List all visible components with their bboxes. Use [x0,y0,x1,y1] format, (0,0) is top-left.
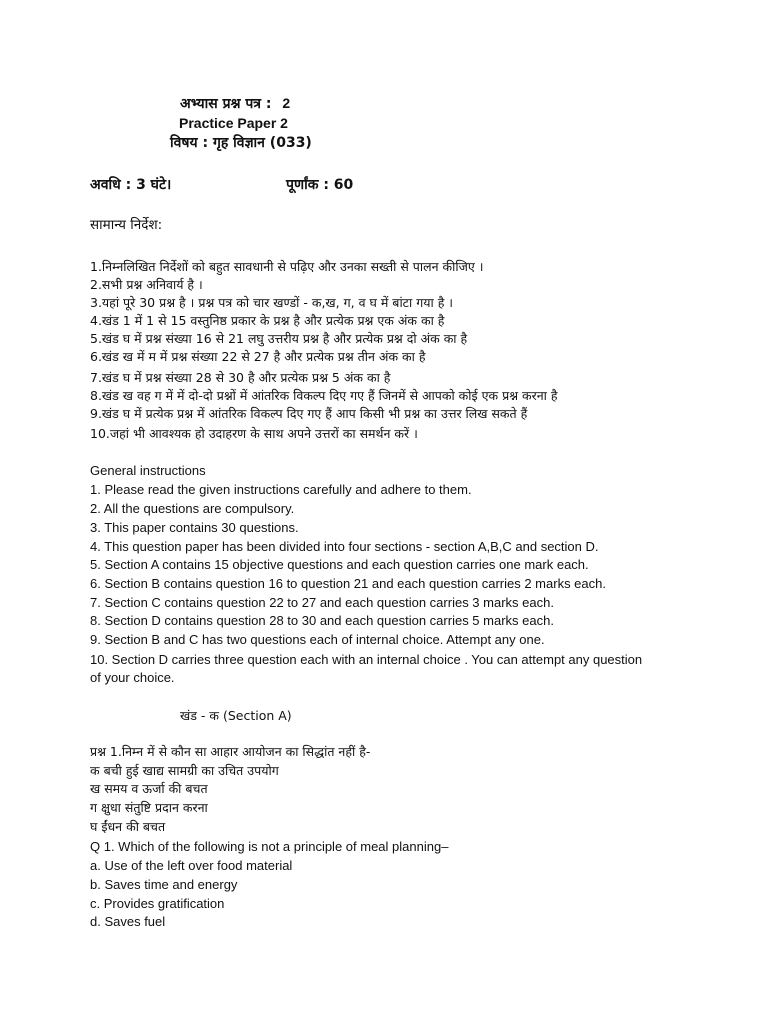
question-1-english-option: a. Use of the left over food material [90,858,293,873]
english-instruction-item: 8. Section D contains question 28 to 30 and each question carries 5 marks each. [90,613,554,628]
paper-title-hindi [180,94,290,113]
max-marks: पूर्णांक : 60 [286,177,354,193]
paper-title-hindi-text: अभ्यास प्रश्न पत्र : [180,96,272,112]
question-1-hindi-option: घ ईंधन की बचत [90,819,166,834]
english-instruction-item: 9. Section B and C has two questions each of internal choice. Attempt any one. [90,632,545,647]
paper-title-english: Practice Paper 2 [179,115,288,131]
hindi-instruction-item: 2.सभी प्रश्न अनिवार्य है । [90,277,203,292]
question-1-english-option: b. Saves time and energy [90,877,238,892]
general-instructions-heading: General instructions [90,463,206,478]
hindi-instruction-item: 6.खंड ख में म में प्रश्न संख्या 22 से 27 है और प्रत्येक प्रश्न तीन अंक का है [90,349,426,364]
section-a-title: खंड - क (Section A) [180,708,292,723]
english-instruction-item: of your choice. [90,670,175,685]
hindi-instruction-item: 1.निम्नलिखित निर्देशों को बहुत सावधानी से पढ़िए और उनका सख्ती से पालन कीजिए । [90,259,484,274]
english-instruction-item: 7. Section C contains question 22 to 27 and each question carries 3 marks each. [90,595,554,610]
subject-title: विषय : गृह विज्ञान (033) [170,135,312,151]
english-instruction-item: 5. Section A contains 15 objective questions and each question carries one mark each. [90,557,589,572]
paper-number: 2 [282,95,291,111]
english-instruction-item: 4. This question paper has been divided into four sections - section A,B,C and section D. [90,539,599,554]
hindi-instruction-item: 7.खंड घ में प्रश्न संख्या 28 से 30 है और प्रत्येक प्रश्न 5 अंक का है [90,370,391,385]
exam-duration: अवधि : 3 घंटे। [90,177,172,193]
question-1-hindi-option: क बची हुई खाद्य सामग्री का उचित उपयोग [90,763,279,778]
question-1-english-option: d. Saves fuel [90,914,166,929]
question-1-hindi: प्रश्न 1.निम्न में से कौन सा आहार आयोजन का सिद्धांत नहीं है- [90,744,371,759]
hindi-instruction-item: 10.जहां भी आवश्यक हो उदाहरण के साथ अपने उत्तरों का समर्थन करें । [90,426,418,441]
hindi-instructions-heading: सामान्य निर्देश: [90,217,163,233]
english-instruction-item: 6. Section B contains question 16 to question 21 and each question carries 2 marks each. [90,576,606,591]
hindi-instruction-item: 4.खंड 1 में 1 से 15 वस्तुनिष्ठ प्रकार के प्रश्न है और प्रत्येक प्रश्न एक अंक का है [90,313,445,328]
english-instruction-item: 1. Please read the given instructions carefully and adhere to them. [90,482,472,497]
question-1-english-option: c. Provides gratification [90,896,225,911]
english-instruction-item: 3. This paper contains 30 questions. [90,520,299,535]
english-instruction-item: 2. All the questions are compulsory. [90,501,295,516]
question-1-english: Q 1. Which of the following is not a principle of meal planning– [90,839,449,854]
english-instruction-item: 10. Section D carries three question each with an internal choice . You can attempt any question [90,652,643,667]
hindi-instruction-item: 3.यहां पूरे 30 प्रश्न है । प्रश्न पत्र को चार खण्डों - क,ख, ग, व घ में बांटा गया है । [90,295,454,310]
hindi-instruction-item: 9.खंड घ में प्रत्येक प्रश्न में आंतरिक विकल्प दिए गए हैं आप किसी भी प्रश्न का उत्तर लिख सकते हैं [90,406,528,421]
hindi-instruction-item: 5.खंड घ में प्रश्न संख्या 16 से 21 लघु उत्तरीय प्रश्न है और प्रत्येक प्रश्न दो अंक का है [90,331,468,346]
question-1-hindi-option: ख समय व ऊर्जा की बचत [90,781,208,796]
question-1-hindi-option: ग क्षुधा संतुष्टि प्रदान करना [90,800,208,815]
hindi-instruction-item: 8.खंड ख वह ग में में दो-दो प्रश्नों में आंतरिक विकल्प दिए गए हैं जिनमें से आपको कोई एक प्रश्न करना है [90,388,558,403]
